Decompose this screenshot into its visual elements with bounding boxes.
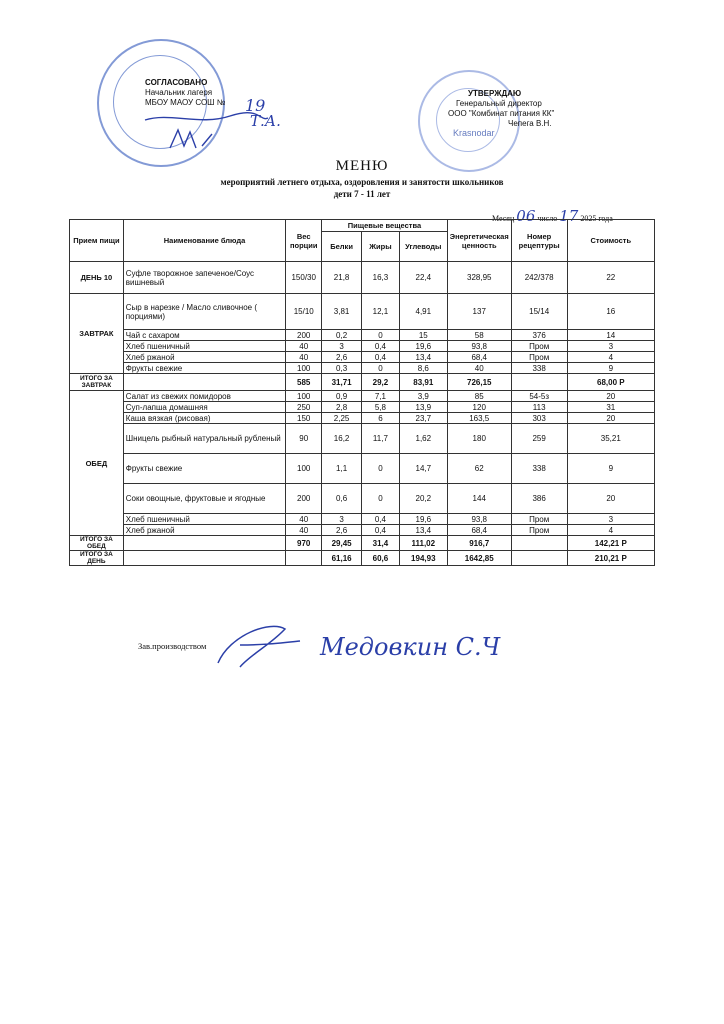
cell-dish: Фрукты свежие	[123, 363, 285, 374]
total-row	[70, 536, 655, 551]
cell-carbs: 4,91	[399, 294, 447, 330]
approval-line1-right: Генеральный директор	[456, 99, 542, 108]
total-cost: 68,00 Р	[567, 374, 654, 391]
cell-recipe: 54-5з	[511, 391, 567, 402]
cell-energy: 40	[447, 363, 511, 374]
cell-recipe: 303	[511, 413, 567, 424]
cell-protein: 21,8	[322, 262, 362, 294]
cell-carbs: 19,6	[399, 514, 447, 525]
header-energy: Энергетическая ценность	[447, 220, 511, 262]
cell-cost: 3	[567, 514, 654, 525]
total-empty	[123, 536, 285, 551]
cell-dish: Суп-лапша домашняя	[123, 402, 285, 413]
table-row	[70, 525, 655, 536]
cell-energy: 163,5	[447, 413, 511, 424]
approval-line2-right: ООО "Комбинат питания КК"	[448, 109, 555, 118]
cell-carbs: 15	[399, 330, 447, 341]
cell-weight: 200	[286, 484, 322, 514]
total-fat: 31,4	[362, 536, 400, 551]
cell-carbs: 20,2	[399, 484, 447, 514]
document-subtitle: мероприятий летнего отдыха, оздоровления и занятости школьников	[220, 177, 504, 187]
cell-cost: 3	[567, 341, 654, 352]
cell-protein: 3	[322, 514, 362, 525]
cell-energy: 144	[447, 484, 511, 514]
total-weight	[286, 551, 322, 566]
table-row	[70, 454, 655, 484]
cell-recipe: 15/14	[511, 294, 567, 330]
cell-energy: 120	[447, 402, 511, 413]
total-cost: 142,21 Р	[567, 536, 654, 551]
cell-dish: Каша вязкая (рисовая)	[123, 413, 285, 424]
cell-energy: 93,8	[447, 514, 511, 525]
cell-fat: 0	[362, 363, 400, 374]
total-weight: 970	[286, 536, 322, 551]
table-row	[70, 413, 655, 424]
total-carbs: 194,93	[399, 551, 447, 566]
total-empty	[123, 551, 285, 566]
table-row	[70, 341, 655, 352]
table-row	[70, 424, 655, 454]
cell-dish: Хлеб ржаной	[123, 352, 285, 363]
cell-fat: 0	[362, 454, 400, 484]
cell-fat: 16,3	[362, 262, 400, 294]
cell-weight: 15/10	[286, 294, 322, 330]
cell-fat: 5,8	[362, 402, 400, 413]
cell-dish: Хлеб ржаной	[123, 525, 285, 536]
cell-energy: 62	[447, 454, 511, 484]
cell-carbs: 13,9	[399, 402, 447, 413]
cell-dish: Чай с сахаром	[123, 330, 285, 341]
approved-label-right: УТВЕРЖДАЮ	[468, 89, 522, 98]
cell-cost: 16	[567, 294, 654, 330]
cell-carbs: 23,7	[399, 413, 447, 424]
cell-recipe: Пром	[511, 352, 567, 363]
date-day-label: число	[537, 214, 558, 223]
cell-protein: 3	[322, 341, 362, 352]
cell-recipe: 386	[511, 484, 567, 514]
total-fat: 29,2	[362, 374, 400, 391]
cell-fat: 0,4	[362, 341, 400, 352]
cell-recipe: Пром	[511, 341, 567, 352]
cell-dish: Суфле творожное запеченое/Соус вишневый	[123, 262, 285, 294]
total-empty	[511, 374, 567, 391]
meal-day-label: ДЕНЬ 10	[70, 262, 124, 294]
total-protein: 61,16	[322, 551, 362, 566]
cell-energy: 93,8	[447, 341, 511, 352]
table-row	[70, 352, 655, 363]
total-protein: 31,71	[322, 374, 362, 391]
total-carbs: 83,91	[399, 374, 447, 391]
total-protein: 29,45	[322, 536, 362, 551]
cell-dish: Фрукты свежие	[123, 454, 285, 484]
cell-protein: 3,81	[322, 294, 362, 330]
cell-protein: 2,8	[322, 402, 362, 413]
total-cost: 210,21 Р	[567, 551, 654, 566]
header-meal: Прием пищи	[70, 220, 124, 262]
cell-recipe: 338	[511, 363, 567, 374]
footer-label: Зав.производством	[138, 641, 207, 651]
cell-carbs: 13,4	[399, 352, 447, 363]
menu-table-body	[70, 262, 655, 566]
cell-weight: 40	[286, 341, 322, 352]
total-empty	[511, 536, 567, 551]
cell-cost: 9	[567, 454, 654, 484]
total-row	[70, 551, 655, 566]
cell-weight: 40	[286, 514, 322, 525]
cell-weight: 40	[286, 352, 322, 363]
total-fat: 60,6	[362, 551, 400, 566]
cell-weight: 100	[286, 363, 322, 374]
cell-dish: Сыр в нарезке / Масло сливочное ( порциями)	[123, 294, 285, 330]
total-energy: 726,15	[447, 374, 511, 391]
table-row	[70, 294, 655, 330]
left-signature-scribble	[140, 108, 280, 158]
cell-weight: 100	[286, 454, 322, 484]
total-label: ИТОГО ЗА ЗАВТРАК	[70, 374, 124, 391]
cell-protein: 2,25	[322, 413, 362, 424]
total-empty	[511, 551, 567, 566]
cell-protein: 2,6	[322, 352, 362, 363]
cell-cost: 4	[567, 525, 654, 536]
cell-cost: 35,21	[567, 424, 654, 454]
cell-energy: 68,4	[447, 352, 511, 363]
cell-protein: 2,6	[322, 525, 362, 536]
cell-weight: 40	[286, 525, 322, 536]
date-month-value: 06	[516, 207, 536, 225]
cell-fat: 0,4	[362, 514, 400, 525]
cell-fat: 11,7	[362, 424, 400, 454]
cell-protein: 0,9	[322, 391, 362, 402]
cell-cost: 20	[567, 484, 654, 514]
cell-fat: 6	[362, 413, 400, 424]
table-row	[70, 514, 655, 525]
cell-protein: 0,2	[322, 330, 362, 341]
cell-dish: Салат из свежих помидоров	[123, 391, 285, 402]
approval-line3-right: Чепега В.Н.	[508, 119, 552, 128]
meal-lunch-label: ОБЕД	[70, 391, 124, 536]
cell-cost: 4	[567, 352, 654, 363]
handwritten-number: 19	[245, 96, 266, 115]
cell-cost: 20	[567, 413, 654, 424]
date-year: 2025 года	[580, 214, 613, 223]
header-cost: Стоимость	[567, 220, 654, 262]
cell-recipe: 376	[511, 330, 567, 341]
table-row	[70, 363, 655, 374]
cell-protein: 16,2	[322, 424, 362, 454]
production-head-signature	[210, 615, 540, 675]
cell-carbs: 1,62	[399, 424, 447, 454]
cell-cost: 31	[567, 402, 654, 413]
header-weight: Вес порции	[286, 220, 322, 262]
header-carbs: Углеводы	[399, 232, 447, 262]
cell-dish: Хлеб пшеничный	[123, 514, 285, 525]
cell-dish: Соки овощные, фруктовые и ягодные	[123, 484, 285, 514]
cell-weight: 90	[286, 424, 322, 454]
cell-weight: 200	[286, 330, 322, 341]
cell-energy: 180	[447, 424, 511, 454]
cell-cost: 9	[567, 363, 654, 374]
cell-carbs: 8,6	[399, 363, 447, 374]
cell-cost: 22	[567, 262, 654, 294]
right-stamp-seal-text: Krasnodar	[453, 128, 495, 138]
cell-dish: Шницель рыбный натуральный рубленый	[123, 424, 285, 454]
cell-dish: Хлеб пшеничный	[123, 341, 285, 352]
cell-energy: 85	[447, 391, 511, 402]
total-carbs: 111,02	[399, 536, 447, 551]
table-row	[70, 391, 655, 402]
header-fat: Жиры	[362, 232, 400, 262]
total-empty	[123, 374, 285, 391]
document-age-group: дети 7 - 11 лет	[333, 189, 391, 199]
total-weight: 585	[286, 374, 322, 391]
cell-fat: 0	[362, 484, 400, 514]
cell-protein: 1,1	[322, 454, 362, 484]
signature-handwriting: Медовкин С.Ч	[320, 633, 501, 661]
table-row	[70, 402, 655, 413]
header-recipe: Номер рецептуры	[511, 220, 567, 262]
meal-breakfast-label: ЗАВТРАК	[70, 294, 124, 374]
approval-line2-left: МБОУ МАОУ СОШ №	[145, 98, 226, 107]
header-dish: Наименование блюда	[123, 220, 285, 262]
cell-weight: 150/30	[286, 262, 322, 294]
date-month-label: Месяц	[492, 214, 515, 223]
cell-weight: 100	[286, 391, 322, 402]
cell-protein: 0,6	[322, 484, 362, 514]
table-row	[70, 484, 655, 514]
cell-energy: 68,4	[447, 525, 511, 536]
approval-line1-left: Начальник лагеря	[145, 88, 213, 97]
cell-recipe: 242/378	[511, 262, 567, 294]
cell-recipe: 259	[511, 424, 567, 454]
total-row	[70, 374, 655, 391]
total-label: ИТОГО ЗА ОБЕД	[70, 536, 124, 551]
cell-carbs: 22,4	[399, 262, 447, 294]
total-energy: 1642,85	[447, 551, 511, 566]
approved-label-left: СОГЛАСОВАНО	[145, 78, 208, 87]
cell-energy: 137	[447, 294, 511, 330]
cell-cost: 14	[567, 330, 654, 341]
cell-carbs: 3,9	[399, 391, 447, 402]
total-label: ИТОГО ЗА ДЕНЬ	[70, 551, 124, 566]
cell-recipe: 113	[511, 402, 567, 413]
cell-energy: 58	[447, 330, 511, 341]
cell-weight: 250	[286, 402, 322, 413]
cell-recipe: Пром	[511, 525, 567, 536]
cell-fat: 12,1	[362, 294, 400, 330]
cell-weight: 150	[286, 413, 322, 424]
table-row	[70, 330, 655, 341]
cell-fat: 0,4	[362, 525, 400, 536]
cell-carbs: 19,6	[399, 341, 447, 352]
header-nutrients: Пищевые вещества	[322, 220, 448, 232]
menu-table	[69, 219, 655, 566]
cell-carbs: 14,7	[399, 454, 447, 484]
cell-protein: 0,3	[322, 363, 362, 374]
cell-fat: 0,4	[362, 352, 400, 363]
handwritten-name-left: Т.А.	[250, 112, 281, 130]
cell-carbs: 13,4	[399, 525, 447, 536]
date-day-value: 17	[559, 207, 579, 225]
cell-recipe: 338	[511, 454, 567, 484]
table-row	[70, 262, 655, 294]
cell-fat: 0	[362, 330, 400, 341]
header-protein: Белки	[322, 232, 362, 262]
cell-recipe: Пром	[511, 514, 567, 525]
right-approval-block	[448, 89, 554, 129]
left-approval-block	[145, 78, 225, 108]
cell-fat: 7,1	[362, 391, 400, 402]
document-title: МЕНЮ	[335, 158, 389, 174]
cell-cost: 20	[567, 391, 654, 402]
total-energy: 916,7	[447, 536, 511, 551]
cell-energy: 328,95	[447, 262, 511, 294]
